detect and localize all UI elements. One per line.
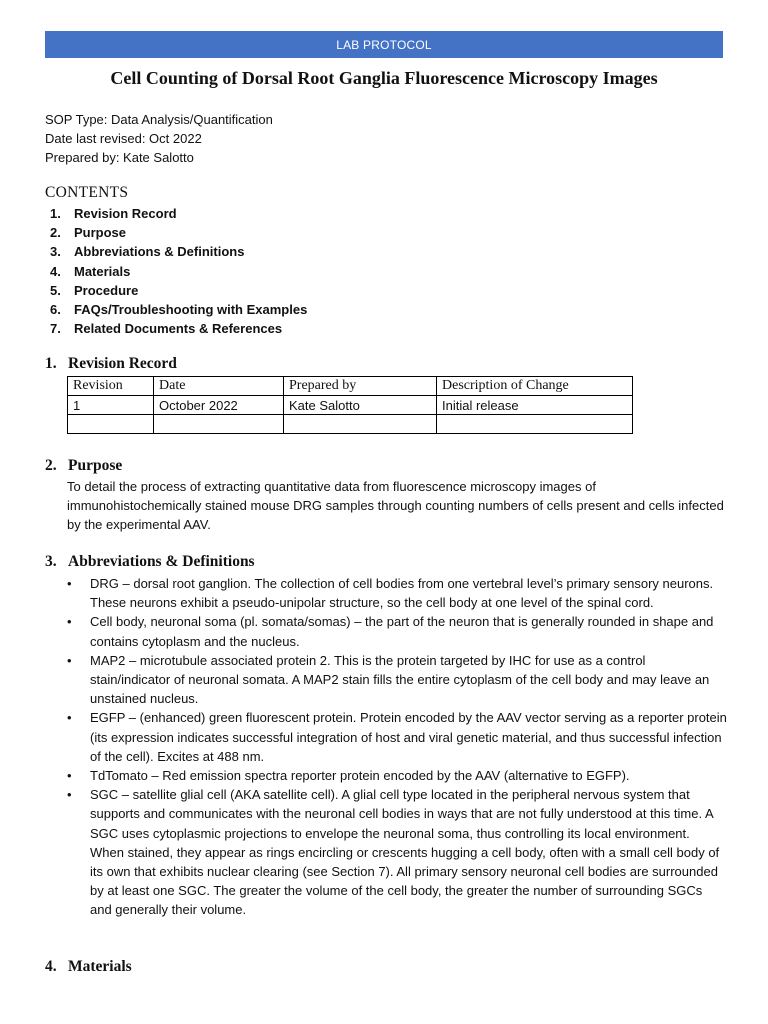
date-revised: Date last revised: Oct 2022 (45, 131, 202, 146)
toc-item: 5. Procedure (50, 282, 139, 298)
purpose-text: To detail the process of extracting quantitative data from fluorescence microscopy images of immunohistochemically stained mouse DRG samples through counting numbers of cells present and cells infected by the experimental AAV. (67, 479, 724, 533)
revision-table (67, 376, 633, 434)
section-heading-purpose: 2. Purpose (45, 457, 123, 474)
section-heading-abbreviations: 3. Abbreviations & Definitions (45, 553, 255, 570)
prepared-by: Prepared by: Kate Salotto (45, 150, 194, 165)
list-item: • SGC – satellite glial cell (AKA satellite cell). A glial cell type located in the peripheral nervous system that supports and communicates with the neuronal cell bodies in ways that are not fully understood at this time. A SGC uses cytoplasmic projections to envelope the neuronal soma, thus controlling its local environment. When stained, they appear as rings encircling or crescents hugging a cell body, often with a small cell body of its own that exhibits nuclear clearing (see Section 7). All primary sensory neuronal cell bodies are surrounded by at least one SGC. The greater the volume of the cell body, the greater the number of surrounding SGCs and generally their volume. (67, 787, 720, 918)
list-item: • Cell body, neuronal soma (pl. somata/somas) – the part of the neuron that is generally rounded in shape and contains cytoplasm and the nucleus. (67, 614, 714, 649)
definitions-list (67, 574, 727, 920)
sop-type: SOP Type: Data Analysis/Quantification (45, 112, 273, 127)
document-banner: LAB PROTOCOL (45, 31, 723, 58)
bullet-icon: • (67, 652, 72, 668)
table-of-contents (50, 204, 307, 338)
toc-item: 4. Materials (50, 263, 131, 279)
bullet-icon: • (67, 576, 72, 591)
bullet-icon: • (67, 614, 72, 630)
document-title: Cell Counting of Dorsal Root Ganglia Fluorescence Microscopy Images (110, 68, 658, 88)
toc-item: 2. Purpose (50, 225, 127, 241)
contents-heading: CONTENTS (45, 184, 129, 201)
table-header-row: Revision Date Prepared by Description of Change (68, 377, 633, 396)
list-item: • MAP2 – microtubule associated protein 2. This is the protein targeted by IHC for use as a control stain/indicator of neuronal somata. A MAP2 stain fills the entire cytoplasm of the cell body and may leave an unstained nucleus. (67, 652, 710, 707)
toc-item: 7. Related Documents & References (50, 321, 283, 337)
bullet-icon: • (67, 768, 72, 784)
bullet-icon: • (67, 787, 72, 803)
toc-item: 3. Abbreviations & Definitions (50, 244, 245, 260)
list-item: • EGFP – (enhanced) green fluorescent protein. Protein encoded by the AAV vector serving as a reporter protein (its expression indicates successful integration of host and viral genetic material, and thus successful infection of the cell). Excites at 488 nm. (67, 710, 727, 764)
list-item: • DRG – dorsal root ganglion. The collection of cell bodies from one vertebral level’s primary sensory neurons. These neurons exhibit a pseudo-unipolar structure, so the cell body at one level of the spinal cord. (67, 576, 714, 611)
section-heading-materials: 4. Materials (45, 958, 132, 975)
toc-item: 6. FAQs/Troubleshooting with Examples (50, 302, 308, 318)
toc-item: 1. Revision Record (50, 206, 177, 221)
list-item: • TdTomato – Red emission spectra reporter protein encoded by the AAV (alternative to EGFP). (67, 766, 727, 785)
table-row: 1 October 2022 Kate Salotto Initial release (68, 396, 633, 415)
section-heading-revision: 1. Revision Record (45, 355, 177, 372)
table-row (68, 415, 633, 434)
document-meta (45, 110, 273, 167)
bullet-icon: • (67, 710, 72, 726)
